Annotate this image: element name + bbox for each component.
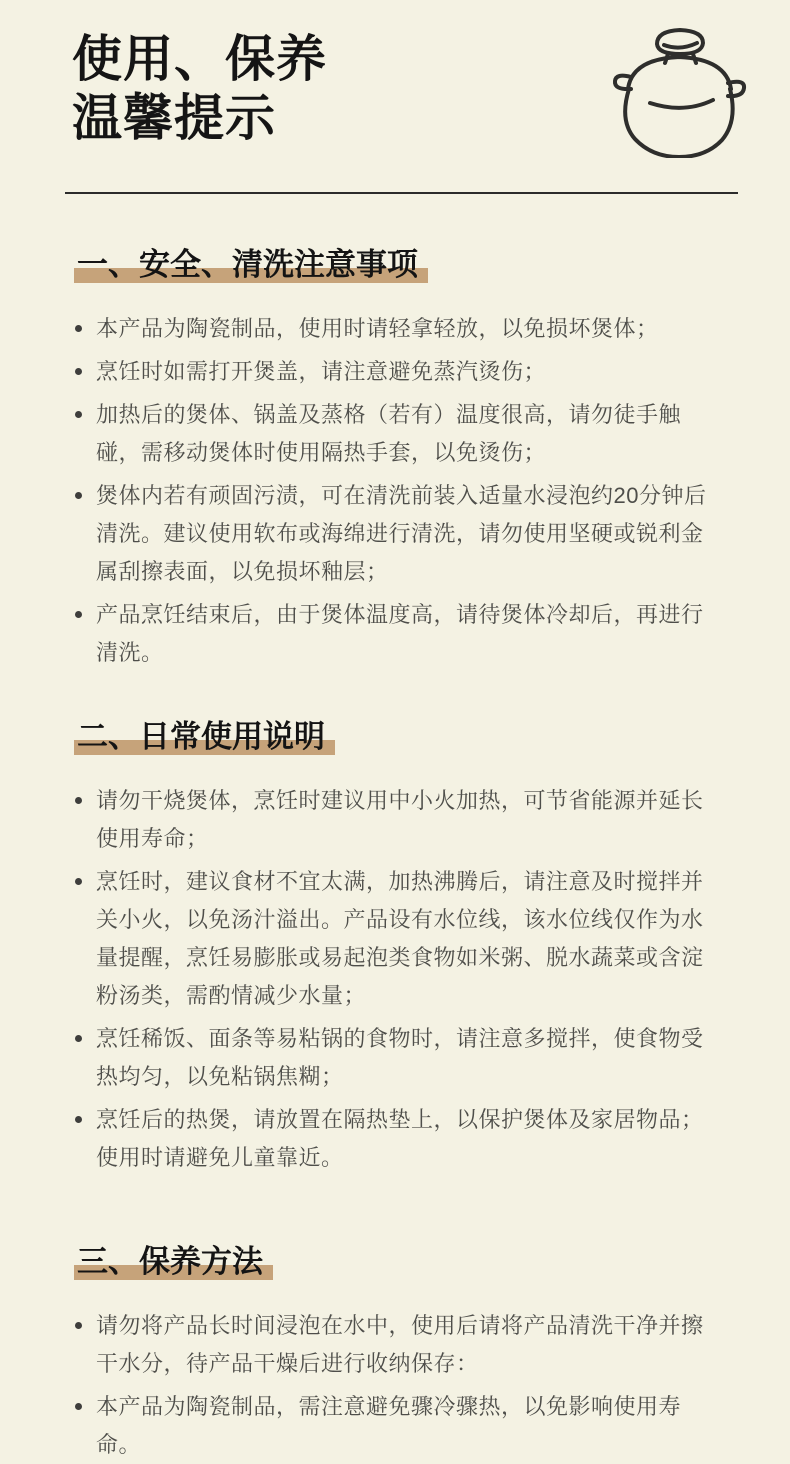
- bullet-dot-icon: [75, 878, 82, 885]
- section-item-list: [72, 782, 718, 1177]
- list-item: [72, 396, 718, 472]
- bullet-dot-icon: [75, 1403, 82, 1410]
- page-title-line-1: 使用、保养: [72, 31, 327, 87]
- bullet-dot-icon: [75, 611, 82, 618]
- section-heading-text: 一、安全、清洗注意事项: [74, 244, 428, 286]
- section-heading: [74, 716, 718, 758]
- section-heading-text: 三、保养方法: [74, 1241, 273, 1283]
- page-title-line-2: 温馨提示: [72, 90, 276, 146]
- list-item-text: 产品烹饪结束后，由于煲体温度高，请待煲体冷却后，再进行清洗。: [96, 602, 704, 665]
- bullet-dot-icon: [75, 1035, 82, 1042]
- list-item-text: 烹饪时，建议食材不宜太满，加热沸腾后，请注意及时搅拌并关小火，以免汤汁溢出。产品设有水位线，该水位线仅作为水量提醒，烹饪易膨胀或易起泡类食物如米粥、脱水蔬菜或含淀粉汤类，需酌情减少水量；: [96, 869, 704, 1008]
- list-item: [72, 863, 718, 1015]
- section-heading: [74, 1241, 718, 1283]
- bullet-dot-icon: [75, 492, 82, 499]
- list-item-text: 请勿将产品长时间浸泡在水中，使用后请将产品清洗干净并擦干水分，待产品干燥后进行收纳保存：: [96, 1313, 704, 1376]
- bullet-dot-icon: [75, 368, 82, 375]
- list-item: [72, 310, 718, 348]
- list-item-text: 煲体内若有顽固污渍，可在清洗前装入适量水浸泡约20分钟后清洗。建议使用软布或海绵进行清洗，请勿使用坚硬或锐利金属刮擦表面，以免损坏釉层；: [96, 483, 707, 584]
- section-daily-use: [72, 716, 718, 1177]
- section-safety-cleaning: [72, 244, 718, 672]
- list-item: [72, 1307, 718, 1383]
- list-item: [72, 596, 718, 672]
- bullet-dot-icon: [75, 325, 82, 332]
- list-item-text: 烹饪后的热煲，请放置在隔热垫上，以保护煲体及家居物品；使用时请避免儿童靠近。: [96, 1107, 704, 1170]
- list-item: [72, 1388, 718, 1464]
- list-item-text: 烹饪稀饭、面条等易粘锅的食物时，请注意多搅拌，使食物受热均匀，以免粘锅焦糊；: [96, 1026, 704, 1089]
- bullet-dot-icon: [75, 1322, 82, 1329]
- list-item-text: 请勿干烧煲体，烹饪时建议用中小火加热，可节省能源并延长使用寿命；: [96, 788, 704, 851]
- section-maintenance: [72, 1241, 718, 1464]
- list-item-text: 本产品为陶瓷制品，使用时请轻拿轻放，以免损坏煲体；: [96, 316, 659, 341]
- list-item: [72, 477, 718, 591]
- bullet-dot-icon: [75, 1116, 82, 1123]
- list-item-text: 加热后的煲体、锅盖及蒸格（若有）温度很高，请勿徒手触碰，需移动煲体时使用隔热手套，以免烫伤；: [96, 402, 682, 465]
- list-item: [72, 782, 718, 858]
- clay-pot-icon: [608, 26, 748, 158]
- bullet-dot-icon: [75, 797, 82, 804]
- section-heading-text: 二、日常使用说明: [74, 716, 335, 758]
- list-item: [72, 353, 718, 391]
- divider: [65, 192, 738, 194]
- section-heading: [74, 244, 718, 286]
- list-item: [72, 1101, 718, 1177]
- section-item-list: [72, 1307, 718, 1464]
- section-item-list: [72, 310, 718, 672]
- list-item-text: 本产品为陶瓷制品，需注意避免骤冷骤热，以免影响使用寿命。: [96, 1394, 682, 1457]
- list-item: [72, 1020, 718, 1096]
- bullet-dot-icon: [75, 411, 82, 418]
- list-item-text: 烹饪时如需打开煲盖，请注意避免蒸汽烫伤；: [96, 359, 547, 384]
